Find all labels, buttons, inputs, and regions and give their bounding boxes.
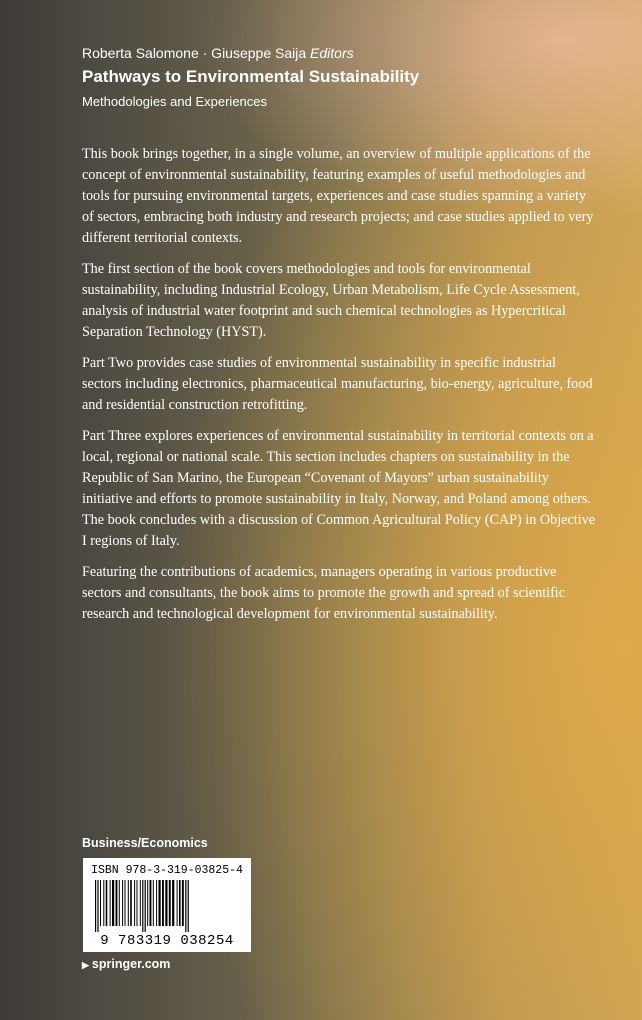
description-paragraph: This book brings together, in a single volume, an overview of multiple applications of the concept of environmental sustainability, featuring examples of useful methodologies and tools for pursuing environmental targets, experiences and case studies spanning a variety of sectors, embracing both industry and research projects; and case studies applied to very different territorial contexts. (82, 146, 594, 246)
arrow-icon: ▶ (82, 960, 89, 970)
header (82, 44, 419, 111)
barcode-bar (147, 880, 148, 926)
isbn-barcode (83, 858, 251, 952)
barcode-bar (97, 880, 98, 932)
editors-line (82, 44, 419, 62)
description-paragraph: Part Three explores experiences of environmental sustainability in territorial contexts on a local, regional or national scale. This section includes chapters on sustainability in the Republic of San Marino, the European “Covenant of Mayors” urban sustainability initiative and efforts to promote sustainability in Italy, Norway, and Poland among others. The book concludes with a discussion of Common Agricultural Policy (CAP) in Objective I regions of Italy. (82, 428, 596, 549)
barcode-bar (119, 880, 120, 926)
barcode-bar (150, 880, 152, 926)
publisher-url: springer.com (91, 957, 171, 971)
barcode-bar (159, 880, 161, 926)
book-title: Pathways to Environmental Sustainability (82, 67, 420, 86)
barcode-bar (103, 880, 104, 926)
barcode-bar (179, 880, 181, 926)
barcode-bar (125, 880, 126, 926)
barcode-bar (169, 880, 171, 926)
barcode-bar (156, 880, 157, 926)
barcode-bar (110, 880, 111, 926)
barcode-bar (100, 880, 101, 926)
barcode-bars (93, 880, 243, 932)
barcode-bar (182, 880, 184, 926)
description-paragraph: Featuring the contributions of academics, managers operating in various productive sectors and consultants, the book aims to promote the growth and spread of scientific research and technological development for environmental sustainability. (82, 564, 566, 622)
barcode-bar (112, 880, 114, 926)
barcode-bar (116, 880, 118, 926)
editors-names: Roberta Salomone · Giuseppe Saija (82, 45, 307, 61)
barcode-bar (145, 880, 146, 932)
barcode-bar (188, 880, 189, 932)
barcode-bar (128, 880, 129, 926)
barcode-bar (130, 880, 132, 926)
barcode-bar (153, 880, 154, 926)
barcode-bar (172, 880, 174, 926)
description-paragraph: Part Two provides case studies of environmental sustainability in specific industrial sectors including electronics, pharmaceutical manufacturing, bio-energy, agriculture, food and residential construction retrofitting. (82, 355, 593, 413)
isbn-label: ISBN 978-3-319-03825-4 (91, 864, 243, 877)
description-paragraph: The first section of the book covers methodologies and tools for environmental sustainability, including Industrial Ecology, Urban Metabolism, Life Cycle Assessment, analysis of industrial water footprint and such chemical technologies as Hypercritical Separation Technology (HYST). (82, 261, 580, 340)
barcode-bar (137, 880, 138, 926)
subject-category: Business/Economics (82, 836, 208, 850)
book-subtitle: Methodologies and Experiences (82, 94, 268, 109)
barcode-bar (185, 880, 186, 932)
barcode-bar (162, 880, 164, 926)
barcode-bar (140, 880, 141, 926)
barcode-bar (122, 880, 123, 926)
barcode-bar (142, 880, 143, 932)
barcode-digits: 9 783319 038254 (100, 933, 234, 949)
barcode-bar (95, 880, 96, 932)
barcode-bar (134, 880, 135, 926)
barcode-bar (165, 880, 167, 926)
barcode-bar (177, 880, 178, 926)
publisher-link[interactable] (82, 957, 170, 971)
book-description (82, 144, 598, 635)
editors-role: Editors (310, 45, 354, 61)
barcode-bar (106, 880, 108, 926)
